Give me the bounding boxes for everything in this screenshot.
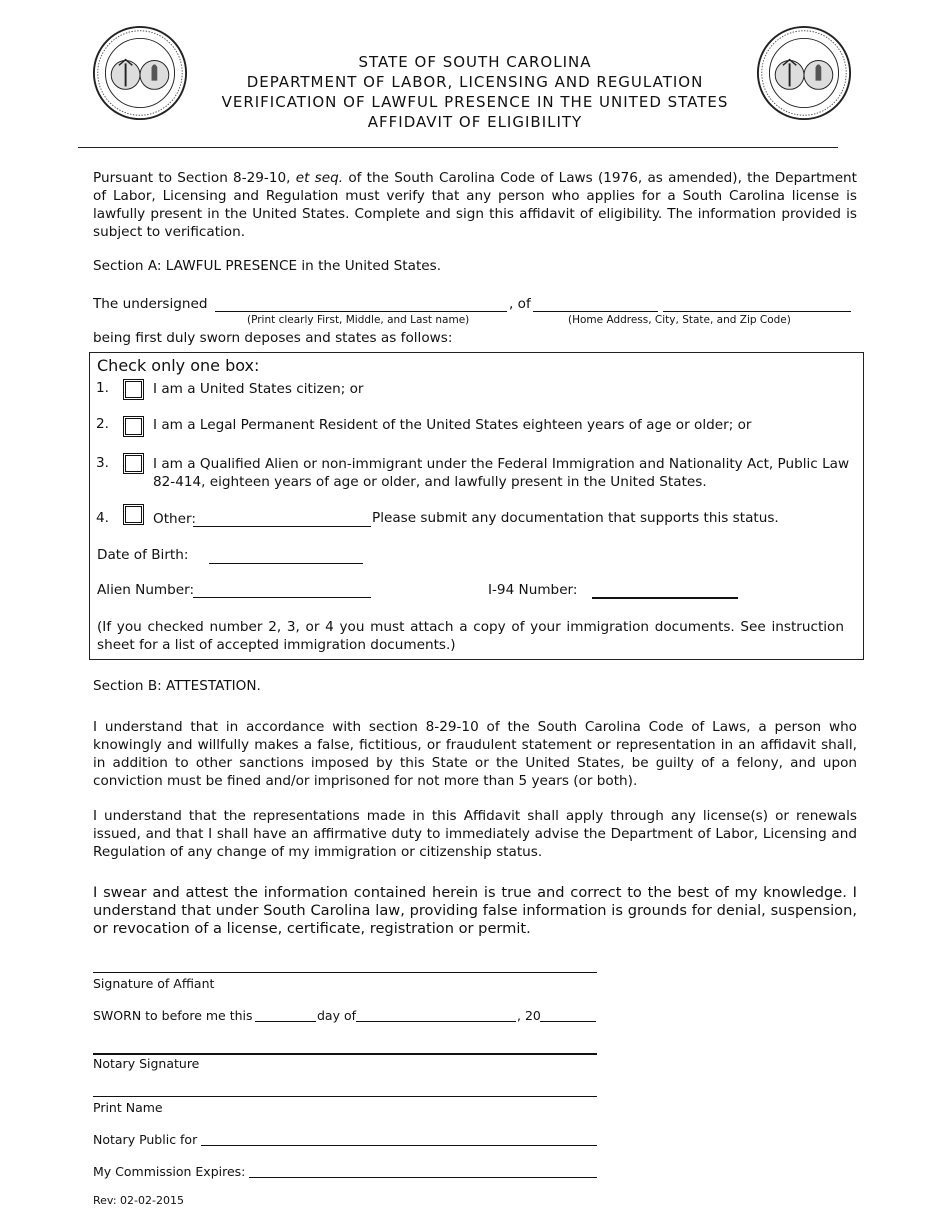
qualified-alien-checkbox[interactable] <box>123 453 144 474</box>
other-status-checkbox[interactable] <box>123 504 144 525</box>
item-text-2: I am a Legal Permanent Resident of the United States eighteen years of age or older; or <box>153 417 752 433</box>
header-affidavit: AFFIDAVIT OF ELIGIBILITY <box>367 113 583 131</box>
dob-field[interactable] <box>209 563 363 564</box>
check-one-title: Check only one box: <box>97 356 260 375</box>
sworn-statement: being first duly sworn deposes and states as follows: <box>93 330 453 346</box>
us-citizen-checkbox[interactable] <box>123 379 144 400</box>
year-prefix-label: , 20 <box>517 1008 541 1023</box>
alien-number-field[interactable] <box>193 597 371 598</box>
item-text-1: I am a United States citizen; or <box>153 381 364 397</box>
notary-signature-label: Notary Signature <box>93 1056 200 1071</box>
print-name-label: Print Name <box>93 1100 163 1115</box>
undersigned-label: The undersigned <box>93 296 208 312</box>
header-department: DEPARTMENT OF LABOR, LICENSING AND REGULATION <box>246 73 704 91</box>
other-documentation-note: Please submit any documentation that supports this status. <box>372 510 779 526</box>
home-address-field[interactable] <box>533 311 658 312</box>
attestation-paragraph-2: I understand that the representations made in this Affidavit shall apply through any license(s) or renewals issued, and that I shall have an affirmative duty to immediately advise the Department of Labor, Licensing and Regulation of any change of my immigration or citizenship status. <box>93 808 857 860</box>
immigration-docs-note: (If you checked number 2, 3, or 4 you must attach a copy of your immigration documents. See instruction sheet for a list of accepted immigration documents.) <box>97 619 844 653</box>
document-header <box>150 52 800 132</box>
commission-expires-label: My Commission Expires: <box>93 1164 246 1179</box>
dob-label: Date of Birth: <box>97 547 189 563</box>
print-name-field[interactable] <box>93 1096 597 1097</box>
sworn-label: SWORN to before me this <box>93 1008 253 1023</box>
notary-public-for-field[interactable] <box>201 1145 597 1146</box>
item-number-1: 1. <box>96 380 109 396</box>
commission-expires-field[interactable] <box>249 1177 597 1178</box>
header-state: STATE OF SOUTH CAROLINA <box>358 53 592 71</box>
i94-number-field[interactable] <box>592 597 738 599</box>
other-status-field[interactable] <box>193 526 371 527</box>
revision-date: Rev: 02-02-2015 <box>93 1194 184 1207</box>
affiant-signature-field[interactable] <box>93 972 597 973</box>
item-number-4: 4. <box>96 510 109 526</box>
other-label: Other: <box>153 511 196 527</box>
item-text-3: I am a Qualified Alien or non-immigrant under the Federal Immigration and Nationality Act, Public Law 82-414, eighteen years of age or older, and lawfully present in the United States. <box>153 456 850 490</box>
header-divider <box>78 147 838 148</box>
sworn-year-field[interactable] <box>540 1021 596 1022</box>
day-of-label: day of <box>317 1008 357 1023</box>
header-verification: VERIFICATION OF LAWFUL PRESENCE IN THE UNITED STATES <box>221 93 729 111</box>
attestation-paragraph-1: I understand that in accordance with section 8-29-10 of the South Carolina Code of Laws, a person who knowingly and willfully makes a false, fictitious, or fraudulent statement or representation in an affidavit shall, in addition to other sanctions imposed by this State or the United States, be guilty of a felony, and upon conviction must be fined and/or imprisoned for not more than 5 years (or both). <box>93 719 857 789</box>
intro-paragraph: Pursuant to Section 8-29-10, et seq. of the South Carolina Code of Laws (1976, as amended), the Department of Labor, Licensing and Regulation must verify that any person who applies for a South Carolina license is lawfully present in the United States. Complete and sign this affidavit of eligibility. The information provided is subject to verification. <box>93 170 858 240</box>
name-caption: (Print clearly First, Middle, and Last name) <box>247 314 470 326</box>
notary-public-for-label: Notary Public for <box>93 1132 198 1147</box>
alien-number-label: Alien Number: <box>97 582 195 598</box>
item-number-3: 3. <box>96 455 109 471</box>
eligibility-checkbox-group <box>89 352 864 660</box>
of-label: , of <box>509 296 531 312</box>
section-b-title: Section B: ATTESTATION. <box>93 678 261 694</box>
section-a-title: Section A: LAWFUL PRESENCE in the United States. <box>93 258 442 274</box>
attestation-paragraph-3: I swear and attest the information contained herein is true and correct to the best of my knowledge. I understand that under South Carolina law, providing false information is grounds for denial, suspension, or revocation of a license, certificate, registration or permit. <box>93 884 857 937</box>
notary-signature-field[interactable] <box>93 1053 597 1055</box>
sworn-month-field[interactable] <box>356 1021 516 1022</box>
item-number-2: 2. <box>96 416 109 432</box>
permanent-resident-checkbox[interactable] <box>123 416 144 437</box>
sworn-day-field[interactable] <box>255 1021 316 1022</box>
city-state-zip-field[interactable] <box>663 311 851 312</box>
address-caption: (Home Address, City, State, and Zip Code) <box>568 314 791 326</box>
affiant-signature-label: Signature of Affiant <box>93 976 215 991</box>
name-field[interactable] <box>215 311 507 312</box>
i94-number-label: I-94 Number: <box>488 582 578 598</box>
